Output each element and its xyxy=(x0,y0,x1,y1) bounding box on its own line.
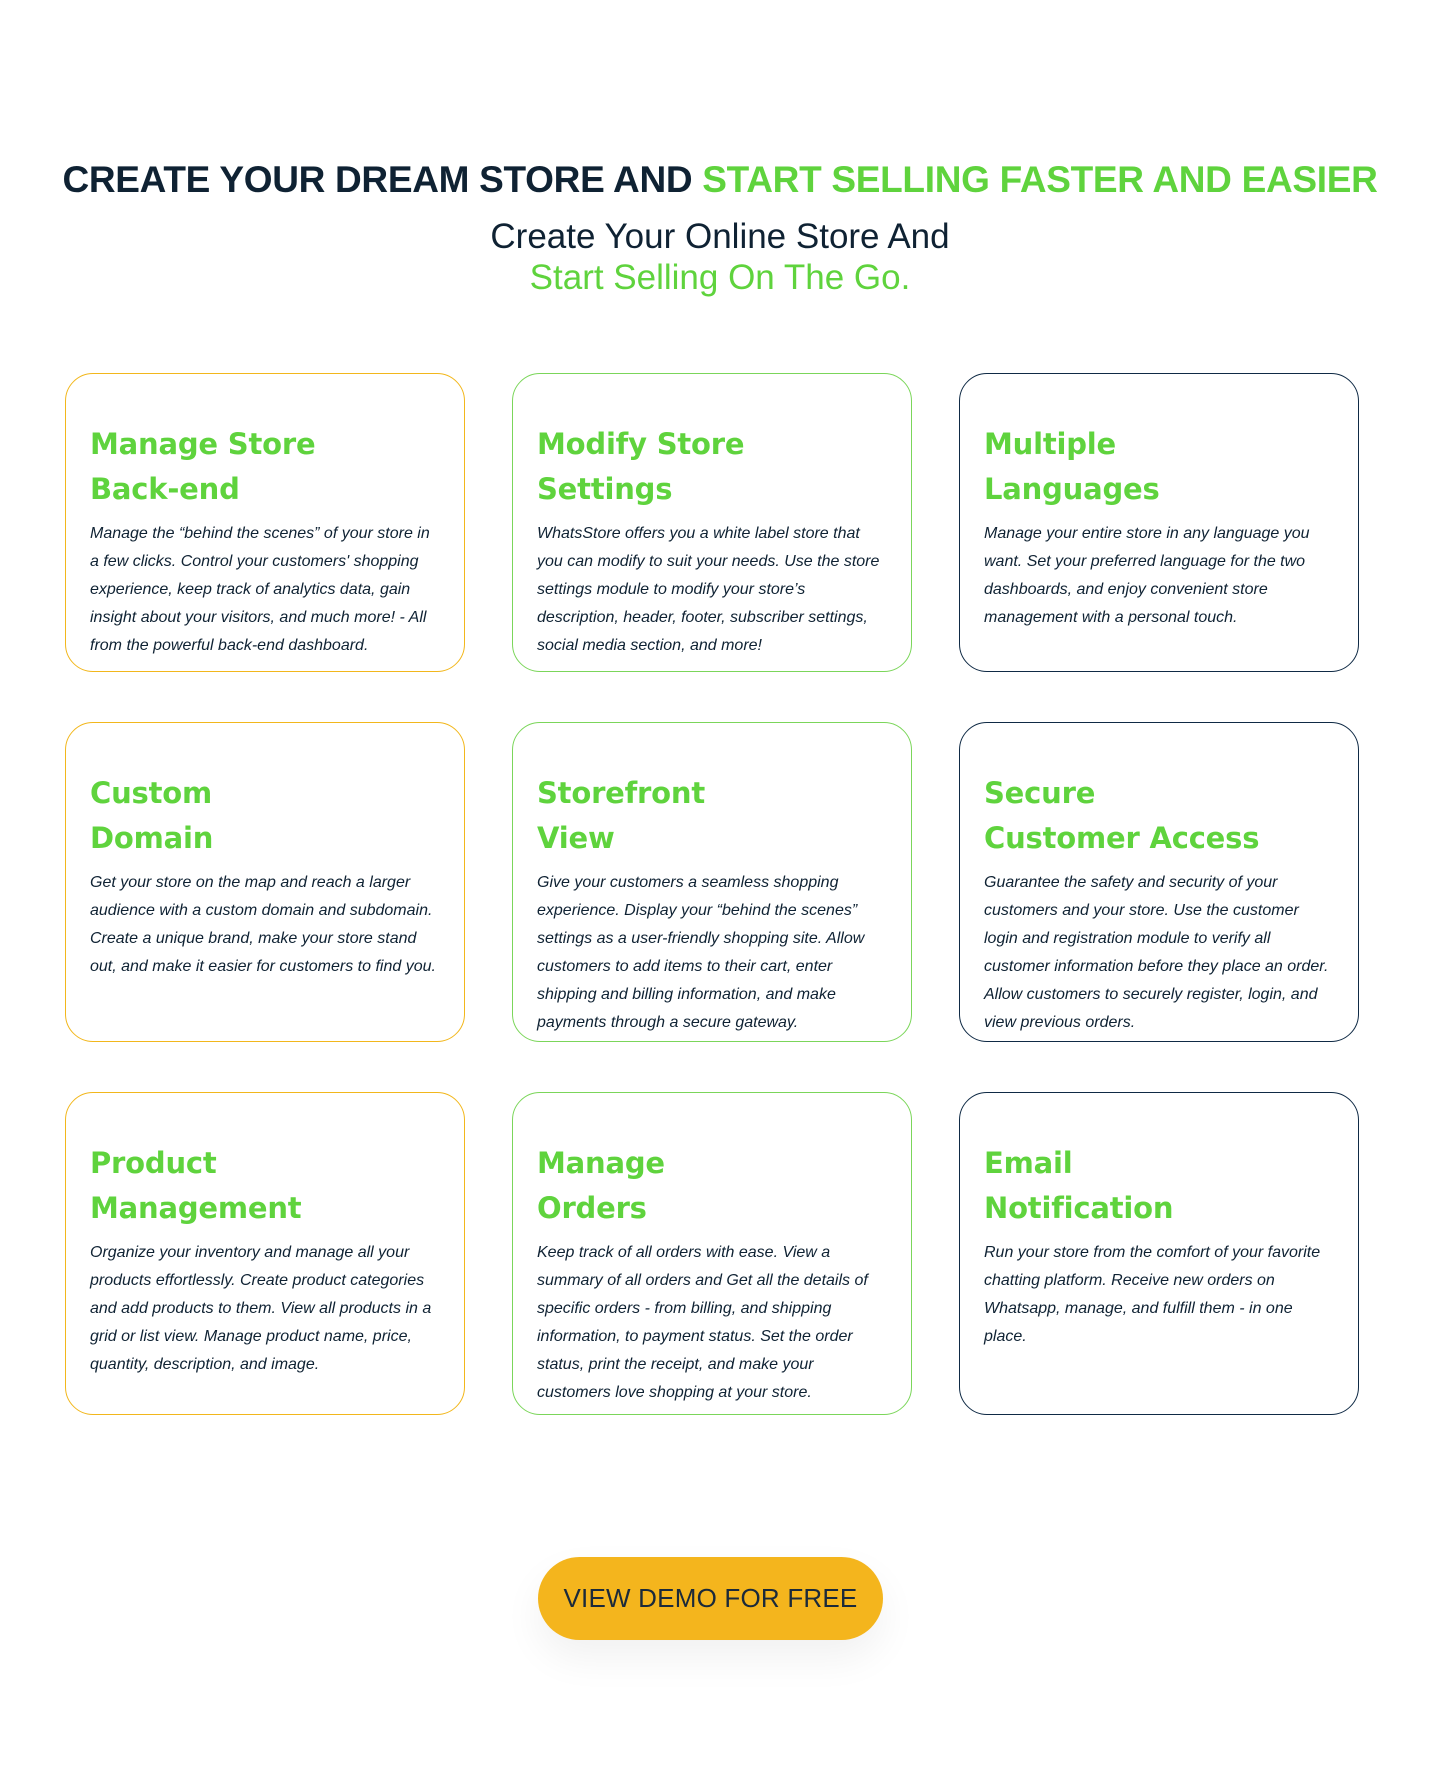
feature-card-description: Manage the “behind the scenes” of your store in a few clicks. Control your customers' shopping experience, keep track of analytics data, gain insight about your visitors, and much more! - All from the powerful back-end dashboard. xyxy=(90,525,430,654)
feature-card-description: Give your customers a seamless shopping experience. Display your “behind the scenes” settings as a user-friendly shopping site. Allow customers to add items to their cart, enter shipping and billing information, and make payments through a secure gateway. xyxy=(537,874,865,1031)
feature-card-title xyxy=(537,1141,887,1231)
feature-card-description: Guarantee the safety and security of your customers and your store. Use the customer login and registration module to verify all customer information before they place an order. Allow customers to securely register, login, and view previous orders. xyxy=(984,874,1329,1031)
page-title xyxy=(0,156,1440,204)
feature-title-line-1: Manage Store xyxy=(90,427,316,461)
hero-section xyxy=(0,156,1440,298)
feature-title-line-2: Back-end xyxy=(90,472,240,506)
feature-card-manage-store-back-end xyxy=(65,373,465,672)
feature-title-line-1: Secure xyxy=(984,776,1096,810)
feature-card-secure-customer-access xyxy=(959,722,1359,1042)
feature-card-title xyxy=(90,1141,440,1231)
feature-title-line-1: Multiple xyxy=(984,427,1117,461)
feature-title-line-2: Orders xyxy=(537,1191,647,1225)
feature-title-line-2: Management xyxy=(90,1191,302,1225)
feature-card-email-notification xyxy=(959,1092,1359,1415)
subtitle-line-1: Create Your Online Store And xyxy=(490,217,950,256)
feature-title-line-2: Domain xyxy=(90,821,214,855)
feature-card-title xyxy=(537,771,887,861)
feature-card-title xyxy=(537,422,887,512)
feature-card-title xyxy=(984,1141,1334,1231)
feature-card-description: Get your store on the map and reach a larger audience with a custom domain and subdomain. Create a unique brand, make your store stand out, and make it easier for customers to find you. xyxy=(90,874,436,975)
feature-title-line-2: Customer Access xyxy=(984,821,1260,855)
feature-title-line-1: Product xyxy=(90,1146,217,1180)
page-subtitle xyxy=(0,216,1440,298)
feature-card-description: WhatsStore offers you a white label store that you can modify to suit your needs. Use the store settings module to modify your store’s description, header, footer, subscriber settings, social media section, and more! xyxy=(537,525,880,654)
feature-card-description: Manage your entire store in any language you want. Set your preferred language for the two dashboards, and enjoy convenient store management with a personal touch. xyxy=(984,525,1310,626)
feature-title-line-2: Languages xyxy=(984,472,1160,506)
feature-title-line-1: Custom xyxy=(90,776,212,810)
feature-card-description: Organize your inventory and manage all your products effortlessly. Create product categories and add products to them. View all products in a grid or list view. Manage product name, price, quantity, description, and image. xyxy=(90,1244,432,1373)
feature-card-description: Run your store from the comfort of your favorite chatting platform. Receive new orders on Whatsapp, manage, and fulfill them - in one place. xyxy=(984,1244,1321,1345)
feature-card-product-management xyxy=(65,1092,465,1415)
feature-card-title xyxy=(90,422,440,512)
feature-title-line-1: Modify Store xyxy=(537,427,745,461)
feature-card-title xyxy=(90,771,440,861)
feature-card-description: Keep track of all orders with ease. View a summary of all orders and Get all the details of specific orders - from billing, and shipping information, to payment status. Set the order status, print the receipt, and make your customers love shopping at your store. xyxy=(537,1244,868,1401)
feature-card-multiple-languages xyxy=(959,373,1359,672)
feature-card-custom-domain xyxy=(65,722,465,1042)
feature-title-line-1: Manage xyxy=(537,1146,665,1180)
page-title-accent: START SELLING FASTER AND EASIER xyxy=(702,159,1378,200)
view-demo-button[interactable]: VIEW DEMO FOR FREE xyxy=(538,1557,883,1640)
feature-title-line-1: Email xyxy=(984,1146,1073,1180)
page-title-main: CREATE YOUR DREAM STORE AND xyxy=(62,159,703,200)
feature-title-line-1: Storefront xyxy=(537,776,705,810)
feature-card-title xyxy=(984,422,1334,512)
feature-card-manage-orders xyxy=(512,1092,912,1415)
feature-card-storefront-view xyxy=(512,722,912,1042)
feature-title-line-2: Notification xyxy=(984,1191,1174,1225)
feature-title-line-2: View xyxy=(537,821,615,855)
feature-card-title xyxy=(984,771,1334,861)
feature-card-modify-store-settings xyxy=(512,373,912,672)
feature-title-line-2: Settings xyxy=(537,472,673,506)
subtitle-line-2: Start Selling On The Go. xyxy=(529,258,911,297)
